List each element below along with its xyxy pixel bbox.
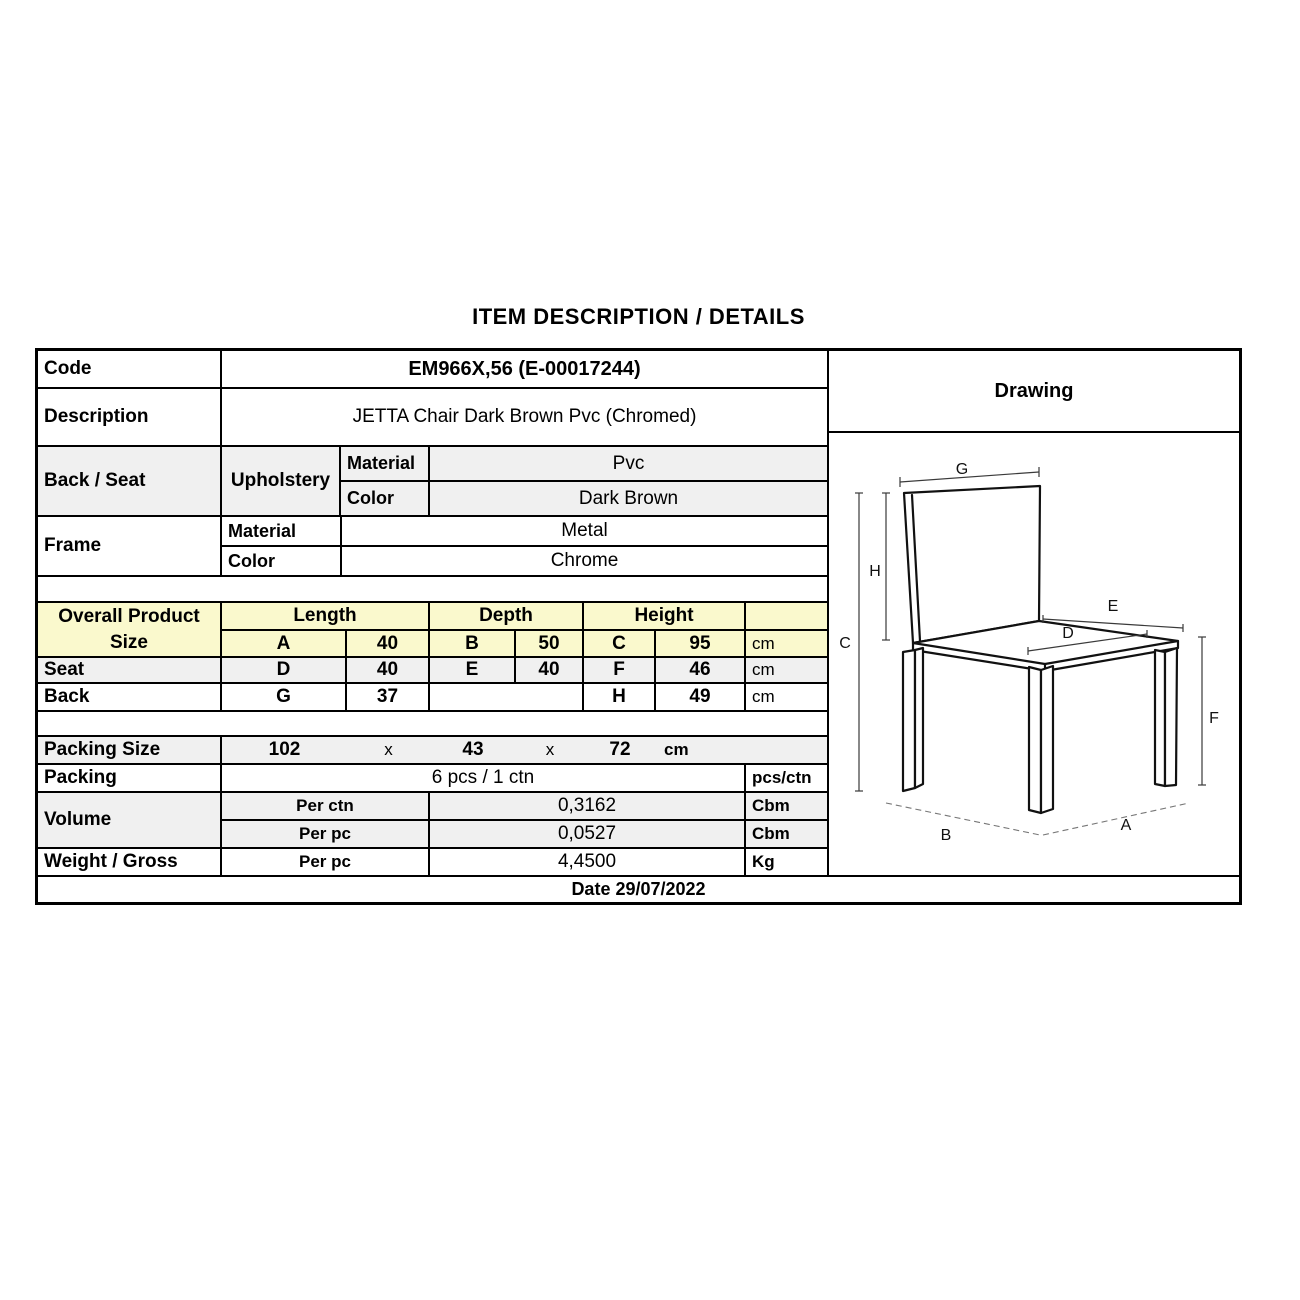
table-row	[38, 389, 827, 447]
frame-section	[38, 517, 827, 577]
dim-letter-g: G	[222, 684, 347, 712]
dim-label-h: H	[869, 563, 881, 580]
chair-back-left-leg	[903, 650, 915, 791]
weight-row	[38, 849, 827, 877]
empty-cell	[38, 712, 827, 737]
code-value: EM966X,56 (E-00017244)	[222, 351, 827, 389]
packing-unit: pcs/ctn	[746, 765, 827, 793]
spacer-row	[38, 712, 827, 737]
packing-size-x1: x	[384, 740, 393, 759]
packing-label: Packing	[38, 765, 222, 793]
dim-label-c: C	[839, 635, 851, 652]
packing-size-values	[222, 737, 827, 765]
volume-per-pc-value: 0,0527	[430, 821, 746, 849]
packing-size-row	[38, 737, 827, 765]
length-header: Length	[222, 603, 430, 631]
description-label: Description	[38, 389, 222, 447]
dim-value-d: 40	[347, 658, 430, 684]
volume-per-pc-label: Per pc	[222, 821, 430, 849]
unit-cell: cm	[746, 631, 827, 658]
frame-color-label: Color	[222, 547, 342, 577]
packing-value: 6 pcs / 1 ctn	[222, 765, 746, 793]
dim-letter-a: A	[222, 631, 347, 658]
overall-product-line2: Size	[109, 631, 149, 653]
volume-per-pc-unit: Cbm	[746, 821, 827, 849]
dim-value-f: 46	[656, 658, 746, 684]
weight-label: Weight / Gross	[38, 849, 222, 877]
volume-per-ctn-value: 0,3162	[430, 793, 746, 821]
frame-material-value: Metal	[342, 517, 827, 547]
dim-value-b: 50	[516, 631, 584, 658]
chair-back-left-leg-side	[915, 648, 923, 788]
date-row: Date 29/07/2022	[38, 877, 1239, 902]
empty-cell	[746, 603, 827, 631]
frame-label: Frame	[38, 517, 222, 577]
volume-per-ctn-label: Per ctn	[222, 793, 430, 821]
packing-size-height: 72	[609, 739, 631, 760]
upholstery-color-label: Color	[341, 482, 430, 517]
empty-cell	[38, 577, 827, 603]
packing-size-length: 102	[268, 739, 301, 760]
spec-table	[35, 348, 1242, 905]
spacer-row	[38, 577, 827, 603]
frame-material-label: Material	[222, 517, 342, 547]
volume-section	[38, 793, 827, 849]
upholstery-material-label: Material	[341, 447, 430, 482]
code-label: Code	[38, 351, 222, 389]
packing-size-label: Packing Size	[38, 737, 222, 765]
dim-value-h: 49	[656, 684, 746, 712]
dim-line-a	[1043, 803, 1189, 835]
seat-row	[38, 658, 827, 684]
size-header-section	[38, 603, 827, 658]
upholstery-color-value: Dark Brown	[430, 482, 827, 517]
unit-cell: cm	[746, 658, 827, 684]
unit-cell: cm	[746, 684, 827, 712]
dim-label-g: G	[955, 461, 969, 478]
dim-letter-f: F	[584, 658, 656, 684]
dim-letter-d: D	[222, 658, 347, 684]
dim-value-e: 40	[516, 658, 584, 684]
overall-product-line1: Overall Product	[58, 605, 200, 627]
dim-line-b	[886, 803, 1040, 835]
back-seat-label: Back / Seat	[38, 447, 222, 517]
dim-label-e: E	[1107, 598, 1119, 615]
back-seat-section	[38, 447, 827, 517]
dim-label-f: F	[1209, 710, 1219, 727]
drawing-title: Drawing	[829, 351, 1239, 433]
volume-label: Volume	[38, 793, 222, 849]
chair-front-left-leg-side	[1041, 666, 1053, 813]
weight-per-pc-label: Per pc	[222, 849, 430, 877]
chair-drawing	[829, 433, 1239, 875]
weight-unit: Kg	[746, 849, 827, 877]
back-row	[38, 684, 827, 712]
chair-front-right-leg	[1155, 650, 1165, 786]
frame-color-value: Chrome	[342, 547, 827, 577]
dim-letter-b: B	[430, 631, 516, 658]
seat-label: Seat	[38, 658, 222, 684]
height-header: Height	[584, 603, 746, 631]
chair-front-left-leg	[1029, 667, 1041, 813]
dim-value-c: 95	[656, 631, 746, 658]
dim-label-a: A	[1120, 817, 1132, 834]
packing-row	[38, 765, 827, 793]
upholstery-label: Upholstery	[222, 447, 341, 517]
packing-size-x2: x	[545, 740, 555, 759]
dim-value-a: 40	[347, 631, 430, 658]
empty-cell	[430, 684, 584, 712]
chair-front-right-leg-side	[1165, 648, 1177, 786]
volume-per-ctn-unit: Cbm	[746, 793, 827, 821]
packing-size-depth: 43	[462, 739, 484, 760]
back-label: Back	[38, 684, 222, 712]
page-title: ITEM DESCRIPTION / DETAILS	[472, 304, 805, 329]
dim-line-g	[900, 472, 1039, 482]
chair-backrest	[904, 486, 1040, 643]
overall-product-size-label	[38, 603, 222, 658]
dim-letter-h: H	[584, 684, 656, 712]
dim-letter-c: C	[584, 631, 656, 658]
dim-label-d: D	[1062, 625, 1074, 642]
dim-letter-e: E	[430, 658, 516, 684]
weight-value: 4,4500	[430, 849, 746, 877]
description-value: JETTA Chair Dark Brown Pvc (Chromed)	[222, 389, 827, 447]
depth-header: Depth	[430, 603, 584, 631]
upholstery-material-value: Pvc	[430, 447, 827, 482]
drawing-panel	[827, 351, 1239, 877]
dim-label-b: B	[940, 827, 952, 844]
packing-size-unit: cm	[664, 740, 689, 759]
dim-value-g: 37	[347, 684, 430, 712]
table-row	[38, 351, 827, 389]
